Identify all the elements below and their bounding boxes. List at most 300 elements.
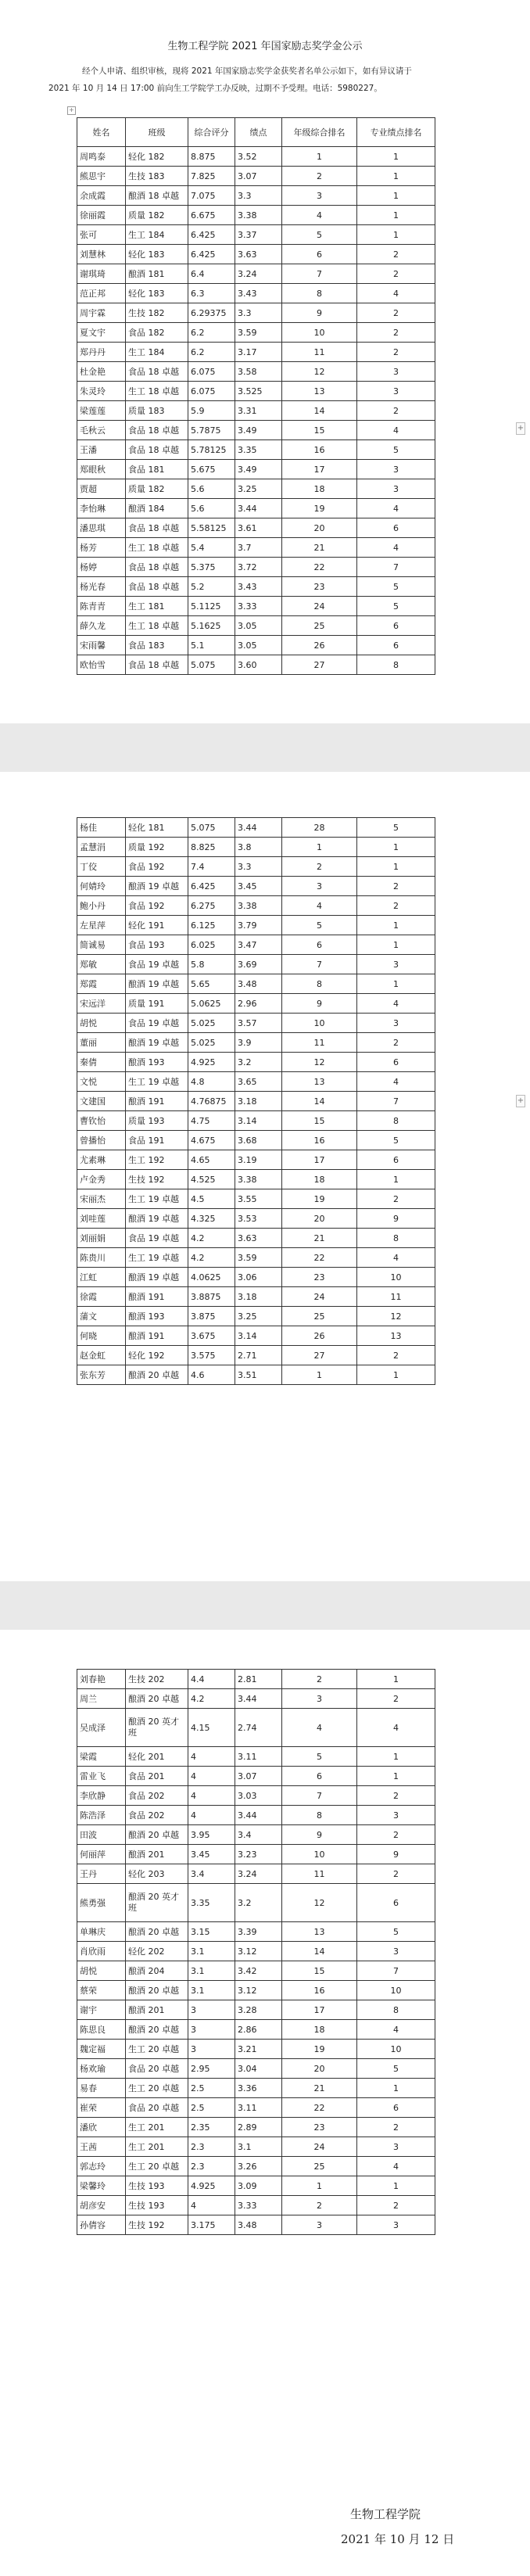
cell-gpa: 3.06 <box>235 1268 282 1287</box>
cell-grade-rank: 2 <box>282 857 357 877</box>
cell-major-rank: 5 <box>357 1131 435 1150</box>
cell-score: 8.875 <box>188 147 235 167</box>
cell-class: 食品 193 <box>126 935 188 955</box>
cell-class: 质量 192 <box>126 838 188 857</box>
cell-grade-rank: 20 <box>282 1209 357 1229</box>
cell-grade-rank: 14 <box>282 1092 357 1111</box>
cell-grade-rank: 18 <box>282 479 357 499</box>
cell-gpa: 3.48 <box>235 2215 282 2235</box>
table-row <box>77 1111 435 1131</box>
cell-grade-rank: 3 <box>282 2215 357 2235</box>
table-row <box>77 2118 435 2137</box>
cell-name: 李怡琳 <box>77 499 126 518</box>
table-row <box>77 2040 435 2059</box>
cell-score: 4.325 <box>188 1209 235 1229</box>
cell-score: 5.6 <box>188 479 235 499</box>
cell-score: 3.95 <box>188 1825 235 1845</box>
cell-gpa: 3.7 <box>235 538 282 558</box>
cell-major-rank: 4 <box>357 499 435 518</box>
cell-score: 4.2 <box>188 1689 235 1709</box>
cell-grade-rank: 9 <box>282 994 357 1014</box>
table-row <box>77 1767 435 1786</box>
cell-gpa: 3.19 <box>235 1150 282 1170</box>
cell-major-rank: 5 <box>357 1922 435 1942</box>
table-row <box>77 2079 435 2098</box>
cell-score: 3 <box>188 2040 235 2059</box>
table-row <box>77 460 435 479</box>
cell-gpa: 3.53 <box>235 1209 282 1229</box>
cell-name: 周兰 <box>77 1689 126 1709</box>
cell-class: 酿酒 19 卓越 <box>126 1033 188 1053</box>
cell-score: 4.65 <box>188 1150 235 1170</box>
cell-class: 生技 192 <box>126 2215 188 2235</box>
cell-major-rank: 4 <box>357 994 435 1014</box>
cell-grade-rank: 9 <box>282 1825 357 1845</box>
cell-score: 4.675 <box>188 1131 235 1150</box>
cell-name: 郭志玲 <box>77 2157 126 2176</box>
cell-score: 6.29375 <box>188 303 235 323</box>
cell-gpa: 3.3 <box>235 857 282 877</box>
cell-gpa: 3.525 <box>235 382 282 401</box>
cell-score: 4 <box>188 2196 235 2215</box>
cell-gpa: 3.60 <box>235 655 282 675</box>
cell-class: 酿酒 20 英才班 <box>126 1709 188 1747</box>
cell-major-rank: 4 <box>357 538 435 558</box>
cell-class: 酿酒 20 卓越 <box>126 1922 188 1942</box>
cell-major-rank: 1 <box>357 2176 435 2196</box>
cell-name: 崔荣 <box>77 2098 126 2118</box>
cell-score: 6.3 <box>188 284 235 303</box>
cell-name: 陈青青 <box>77 597 126 616</box>
cell-gpa: 2.96 <box>235 994 282 1014</box>
cell-major-rank: 3 <box>357 1942 435 1961</box>
cell-gpa: 2.71 <box>235 1346 282 1365</box>
cell-score: 3.4 <box>188 1864 235 1884</box>
cell-grade-rank: 19 <box>282 499 357 518</box>
table-row <box>77 935 435 955</box>
cell-grade-rank: 13 <box>282 1072 357 1092</box>
cell-grade-rank: 26 <box>282 1326 357 1346</box>
cell-score: 4 <box>188 1806 235 1825</box>
cell-class: 生工 201 <box>126 2137 188 2157</box>
cell-score: 3.575 <box>188 1346 235 1365</box>
cell-score: 2.5 <box>188 2098 235 2118</box>
cell-name: 熊勇强 <box>77 1884 126 1922</box>
add-column-handle[interactable]: + <box>516 422 525 435</box>
cell-class: 酿酒 19 卓越 <box>126 1209 188 1229</box>
cell-gpa: 3.8 <box>235 838 282 857</box>
cell-class: 酿酒 20 卓越 <box>126 1365 188 1385</box>
cell-major-rank: 5 <box>357 2059 435 2079</box>
table-row <box>77 1747 435 1767</box>
table-row <box>77 1053 435 1072</box>
cell-major-rank: 2 <box>357 245 435 264</box>
cell-major-rank: 1 <box>357 935 435 955</box>
cell-grade-rank: 5 <box>282 225 357 245</box>
cell-name: 郑霞 <box>77 974 126 994</box>
cell-score: 7.075 <box>188 186 235 206</box>
cell-name: 杜金艳 <box>77 362 126 382</box>
cell-gpa: 3.12 <box>235 1942 282 1961</box>
table-row <box>77 2215 435 2235</box>
cell-name: 胡彦安 <box>77 2196 126 2215</box>
table-row <box>77 1922 435 1942</box>
cell-grade-rank: 15 <box>282 1961 357 1981</box>
cell-name: 陈思良 <box>77 2020 126 2040</box>
table-move-handle[interactable]: + <box>67 106 76 115</box>
cell-major-rank: 5 <box>357 577 435 597</box>
cell-gpa: 3.63 <box>235 245 282 264</box>
cell-class: 食品 182 <box>126 323 188 343</box>
cell-grade-rank: 4 <box>282 206 357 225</box>
cell-score: 4.8 <box>188 1072 235 1092</box>
cell-score: 3 <box>188 2000 235 2020</box>
cell-class: 酿酒 20 英才班 <box>126 1884 188 1922</box>
cell-score: 4.6 <box>188 1365 235 1385</box>
cell-grade-rank: 12 <box>282 1884 357 1922</box>
cell-grade-rank: 23 <box>282 1268 357 1287</box>
cell-gpa: 3.3 <box>235 303 282 323</box>
cell-class: 食品 201 <box>126 1767 188 1786</box>
cell-major-rank: 3 <box>357 479 435 499</box>
table-row <box>77 499 435 518</box>
cell-score: 5.375 <box>188 558 235 577</box>
cell-name: 李欣静 <box>77 1786 126 1806</box>
cell-gpa: 3.43 <box>235 577 282 597</box>
cell-score: 4.4 <box>188 1670 235 1689</box>
cell-score: 5.1625 <box>188 616 235 636</box>
table-row <box>77 655 435 675</box>
cell-score: 5.65 <box>188 974 235 994</box>
table-row <box>77 1942 435 1961</box>
cell-class: 食品 181 <box>126 460 188 479</box>
add-column-handle[interactable]: + <box>516 1095 525 1107</box>
cell-grade-rank: 23 <box>282 577 357 597</box>
cell-major-rank: 1 <box>357 1747 435 1767</box>
cell-major-rank: 3 <box>357 382 435 401</box>
table-row <box>77 1307 435 1326</box>
table-row <box>77 147 435 167</box>
cell-gpa: 3.07 <box>235 167 282 186</box>
cell-name: 梁馨玲 <box>77 2176 126 2196</box>
cell-class: 酿酒 193 <box>126 1053 188 1072</box>
cell-score: 3.8875 <box>188 1287 235 1307</box>
cell-name: 夏文宇 <box>77 323 126 343</box>
cell-gpa: 3.11 <box>235 1747 282 1767</box>
page-title: 生物工程学院 2021 年国家励志奖学金公示 <box>167 41 363 52</box>
cell-class: 酿酒 191 <box>126 1287 188 1307</box>
cell-name: 范正邦 <box>77 284 126 303</box>
table-row <box>77 401 435 421</box>
cell-grade-rank: 22 <box>282 2098 357 2118</box>
cell-grade-rank: 6 <box>282 245 357 264</box>
cell-gpa: 3.03 <box>235 1786 282 1806</box>
cell-major-rank: 8 <box>357 2000 435 2020</box>
table-row <box>77 1864 435 1884</box>
cell-grade-rank: 2 <box>282 167 357 186</box>
cell-score: 6.425 <box>188 877 235 896</box>
header-gpa: 绩点 <box>235 118 282 147</box>
cell-gpa: 3.33 <box>235 2196 282 2215</box>
cell-score: 6.275 <box>188 896 235 916</box>
scholarship-table-1 <box>77 117 435 675</box>
cell-name: 郑眼秋 <box>77 460 126 479</box>
cell-grade-rank: 27 <box>282 1346 357 1365</box>
cell-class: 轻化 181 <box>126 818 188 838</box>
cell-major-rank: 6 <box>357 1053 435 1072</box>
cell-gpa: 3.79 <box>235 916 282 935</box>
cell-gpa: 3.68 <box>235 1131 282 1150</box>
cell-gpa: 3.44 <box>235 818 282 838</box>
cell-gpa: 3.28 <box>235 2000 282 2020</box>
cell-major-rank: 1 <box>357 2079 435 2098</box>
cell-major-rank: 1 <box>357 186 435 206</box>
cell-major-rank: 4 <box>357 1248 435 1268</box>
cell-score: 3.1 <box>188 1961 235 1981</box>
cell-class: 生工 20 卓越 <box>126 2040 188 2059</box>
cell-grade-rank: 13 <box>282 1922 357 1942</box>
signature-organization: 生物工程学院 <box>350 2507 421 2521</box>
cell-gpa: 3.1 <box>235 2137 282 2157</box>
cell-name: 曾播怡 <box>77 1131 126 1150</box>
cell-gpa: 3.05 <box>235 636 282 655</box>
cell-major-rank: 1 <box>357 206 435 225</box>
cell-score: 5.675 <box>188 460 235 479</box>
cell-major-rank: 6 <box>357 616 435 636</box>
cell-class: 生技 183 <box>126 167 188 186</box>
cell-score: 6.125 <box>188 916 235 935</box>
table-row <box>77 1268 435 1287</box>
cell-name: 孟慧涓 <box>77 838 126 857</box>
cell-grade-rank: 15 <box>282 1111 357 1131</box>
cell-score: 5.075 <box>188 655 235 675</box>
cell-grade-rank: 1 <box>282 2176 357 2196</box>
cell-major-rank: 1 <box>357 857 435 877</box>
cell-name: 熊思宇 <box>77 167 126 186</box>
cell-gpa: 3.44 <box>235 499 282 518</box>
intro-line-1: 经个人申请、组织审核，现将 2021 年国家励志奖学金获奖者名单公示如下，如有异议请于 <box>82 66 412 76</box>
cell-gpa: 3.4 <box>235 1825 282 1845</box>
cell-class: 食品 19 卓越 <box>126 1014 188 1033</box>
cell-class: 食品 19 卓越 <box>126 955 188 974</box>
cell-grade-rank: 21 <box>282 538 357 558</box>
cell-grade-rank: 5 <box>282 916 357 935</box>
table-row <box>77 225 435 245</box>
cell-gpa: 3.47 <box>235 935 282 955</box>
cell-gpa: 3.3 <box>235 186 282 206</box>
cell-gpa: 3.18 <box>235 1287 282 1307</box>
cell-grade-rank: 11 <box>282 343 357 362</box>
cell-grade-rank: 25 <box>282 2157 357 2176</box>
cell-class: 轻化 203 <box>126 1864 188 1884</box>
cell-major-rank: 1 <box>357 838 435 857</box>
cell-score: 4.2 <box>188 1248 235 1268</box>
cell-gpa: 3.55 <box>235 1189 282 1209</box>
cell-name: 王丹 <box>77 1864 126 1884</box>
cell-score: 2.35 <box>188 2118 235 2137</box>
cell-score: 6.2 <box>188 343 235 362</box>
cell-class: 生工 184 <box>126 343 188 362</box>
cell-score: 7.825 <box>188 167 235 186</box>
table-row <box>77 186 435 206</box>
cell-score: 4.0625 <box>188 1268 235 1287</box>
table-row <box>77 2098 435 2118</box>
table-row <box>77 1131 435 1150</box>
table-row <box>77 616 435 636</box>
cell-name: 宋丽杰 <box>77 1189 126 1209</box>
cell-gpa: 3.23 <box>235 1845 282 1864</box>
table-row <box>77 597 435 616</box>
cell-major-rank: 1 <box>357 1670 435 1689</box>
cell-grade-rank: 15 <box>282 421 357 440</box>
cell-gpa: 3.14 <box>235 1326 282 1346</box>
table-row <box>77 479 435 499</box>
cell-name: 何婧玲 <box>77 877 126 896</box>
cell-name: 秦倩 <box>77 1053 126 1072</box>
cell-class: 生工 184 <box>126 225 188 245</box>
cell-score: 5.1125 <box>188 597 235 616</box>
cell-class: 生工 18 卓越 <box>126 538 188 558</box>
table-row <box>77 2137 435 2157</box>
table-row <box>77 245 435 264</box>
signature-date: 2021 年 10 月 12 日 <box>341 2532 455 2546</box>
table-row <box>77 896 435 916</box>
table-row <box>77 818 435 838</box>
cell-grade-rank: 24 <box>282 597 357 616</box>
cell-gpa: 3.21 <box>235 2040 282 2059</box>
cell-class: 生工 19 卓越 <box>126 1248 188 1268</box>
cell-major-rank: 3 <box>357 460 435 479</box>
cell-major-rank: 4 <box>357 284 435 303</box>
cell-gpa: 3.17 <box>235 343 282 362</box>
cell-score: 5.78125 <box>188 440 235 460</box>
cell-grade-rank: 10 <box>282 323 357 343</box>
cell-score: 4.76875 <box>188 1092 235 1111</box>
cell-score: 5.025 <box>188 1033 235 1053</box>
cell-class: 生工 20 卓越 <box>126 2157 188 2176</box>
cell-major-rank: 10 <box>357 2040 435 2059</box>
cell-name: 张东芳 <box>77 1365 126 1385</box>
cell-grade-rank: 3 <box>282 877 357 896</box>
intro-text <box>48 63 488 97</box>
cell-name: 王潘 <box>77 440 126 460</box>
cell-gpa: 3.07 <box>235 1767 282 1786</box>
cell-major-rank: 2 <box>357 1786 435 1806</box>
cell-name: 魏定福 <box>77 2040 126 2059</box>
cell-grade-rank: 11 <box>282 1033 357 1053</box>
table-row <box>77 1709 435 1747</box>
cell-score: 6.425 <box>188 225 235 245</box>
table-row <box>77 2196 435 2215</box>
cell-name: 潘欣 <box>77 2118 126 2137</box>
cell-major-rank: 2 <box>357 1189 435 1209</box>
cell-major-rank: 2 <box>357 877 435 896</box>
cell-gpa: 2.86 <box>235 2020 282 2040</box>
cell-gpa: 3.2 <box>235 1884 282 1922</box>
cell-grade-rank: 7 <box>282 955 357 974</box>
table-row <box>77 994 435 1014</box>
cell-major-rank: 7 <box>357 1961 435 1981</box>
table-row <box>77 974 435 994</box>
table-row <box>77 1287 435 1307</box>
cell-grade-rank: 1 <box>282 838 357 857</box>
cell-class: 酿酒 20 卓越 <box>126 2020 188 2040</box>
cell-grade-rank: 16 <box>282 1981 357 2000</box>
cell-grade-rank: 14 <box>282 1942 357 1961</box>
cell-gpa: 3.48 <box>235 974 282 994</box>
cell-class: 酿酒 191 <box>126 1326 188 1346</box>
cell-class: 酿酒 191 <box>126 1092 188 1111</box>
cell-major-rank: 7 <box>357 558 435 577</box>
cell-gpa: 3.57 <box>235 1014 282 1033</box>
cell-class: 生技 193 <box>126 2176 188 2196</box>
cell-class: 酿酒 20 卓越 <box>126 1689 188 1709</box>
cell-grade-rank: 3 <box>282 186 357 206</box>
cell-name: 王茜 <box>77 2137 126 2157</box>
table-row <box>77 2000 435 2020</box>
cell-name: 张可 <box>77 225 126 245</box>
cell-score: 4.75 <box>188 1111 235 1131</box>
cell-score: 4.15 <box>188 1709 235 1747</box>
cell-major-rank: 7 <box>357 1092 435 1111</box>
cell-name: 吴成泽 <box>77 1709 126 1747</box>
cell-name: 朱灵玲 <box>77 382 126 401</box>
header-class: 班级 <box>126 118 188 147</box>
cell-class: 生工 201 <box>126 2118 188 2137</box>
cell-name: 陈浩泽 <box>77 1806 126 1825</box>
cell-score: 5.0625 <box>188 994 235 1014</box>
cell-name: 卢金秀 <box>77 1170 126 1189</box>
cell-gpa: 3.25 <box>235 1307 282 1326</box>
cell-gpa: 3.58 <box>235 362 282 382</box>
cell-gpa: 3.31 <box>235 401 282 421</box>
cell-grade-rank: 7 <box>282 1786 357 1806</box>
cell-class: 酿酒 204 <box>126 1961 188 1981</box>
cell-score: 6.075 <box>188 382 235 401</box>
cell-name: 左星萍 <box>77 916 126 935</box>
cell-major-rank: 2 <box>357 401 435 421</box>
cell-name: 丁佼 <box>77 857 126 877</box>
cell-name: 文悦 <box>77 1072 126 1092</box>
table-row <box>77 877 435 896</box>
cell-major-rank: 1 <box>357 1767 435 1786</box>
table-row <box>77 1189 435 1209</box>
cell-score: 3.875 <box>188 1307 235 1326</box>
cell-major-rank: 2 <box>357 1864 435 1884</box>
cell-grade-rank: 3 <box>282 1689 357 1709</box>
cell-gpa: 3.12 <box>235 1981 282 2000</box>
cell-gpa: 3.11 <box>235 2098 282 2118</box>
table-row <box>77 1092 435 1111</box>
cell-gpa: 3.33 <box>235 597 282 616</box>
cell-gpa: 3.42 <box>235 1961 282 1981</box>
cell-name: 欧怡雪 <box>77 655 126 675</box>
cell-name: 杨婷 <box>77 558 126 577</box>
cell-gpa: 3.36 <box>235 2079 282 2098</box>
header-grade-rank: 年级综合排名 <box>282 118 357 147</box>
cell-name: 雷业飞 <box>77 1767 126 1786</box>
cell-class: 生工 18 卓越 <box>126 382 188 401</box>
table-row <box>77 1150 435 1170</box>
cell-major-rank: 5 <box>357 440 435 460</box>
cell-major-rank: 4 <box>357 1709 435 1747</box>
cell-major-rank: 4 <box>357 1072 435 1092</box>
table-row <box>77 2157 435 2176</box>
cell-class: 食品 20 卓越 <box>126 2098 188 2118</box>
cell-class: 食品 191 <box>126 1131 188 1150</box>
cell-major-rank: 9 <box>357 1845 435 1864</box>
cell-grade-rank: 1 <box>282 147 357 167</box>
